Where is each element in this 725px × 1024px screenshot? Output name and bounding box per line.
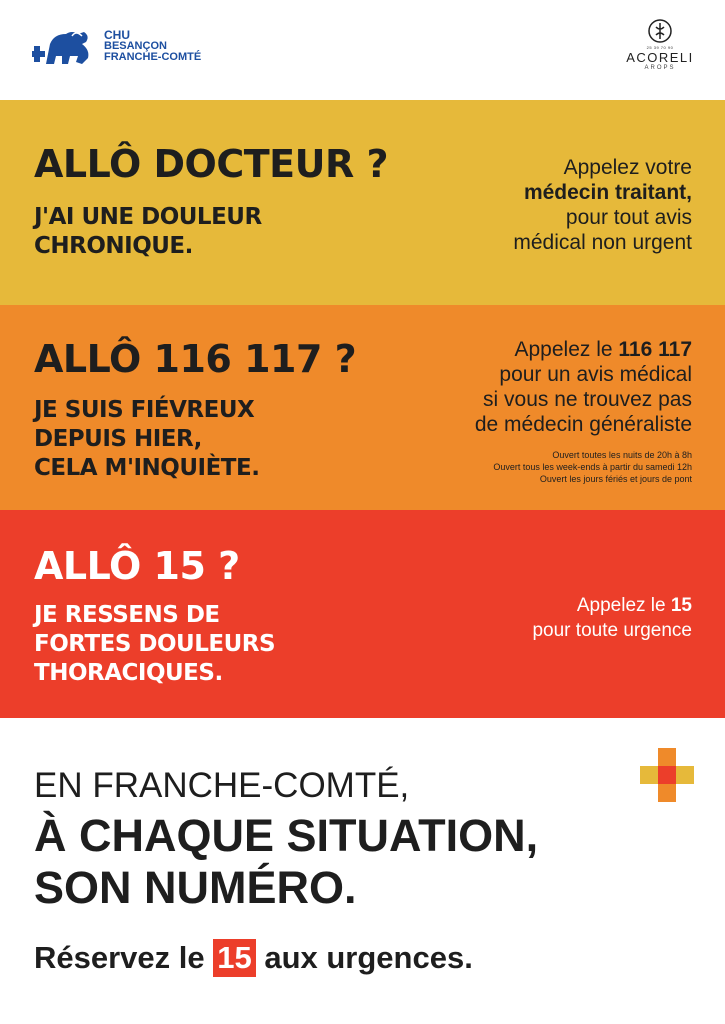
quote-line: THORACIQUES.	[34, 660, 223, 686]
advice-number: 15	[670, 595, 692, 616]
advice-line-call	[475, 337, 692, 362]
quote-line: FORTES DOULEURS	[34, 631, 276, 657]
advice-prefix: Appelez le	[576, 595, 671, 616]
acoreli-phone: 25 39 70 90	[646, 45, 674, 50]
medical-cross-icon	[640, 748, 694, 802]
reserve-number-badge: 15	[213, 939, 255, 977]
hours-line: Ouvert tous les week-ends à partir du samedi 12h	[493, 462, 692, 472]
chu-line-3: FRANCHE-COMTÉ	[104, 51, 202, 63]
footer-headline	[34, 810, 538, 914]
section-quote	[34, 203, 262, 261]
advice-line: Appelez votre	[563, 156, 692, 179]
chu-line-2: BESANÇON	[104, 40, 167, 52]
section-116117	[0, 305, 725, 510]
acoreli-name: ACORELI	[626, 50, 694, 65]
hours-line: Ouvert toutes les nuits de 20h à 8h	[552, 450, 692, 460]
advice-line: de médecin généraliste	[474, 413, 692, 436]
section-advice	[513, 155, 692, 255]
headline-line: À CHAQUE SITUATION,	[34, 810, 539, 861]
quote-line: JE SUIS FIÉVREUX	[34, 397, 255, 423]
footer-reserve	[34, 938, 473, 978]
advice-line: pour tout avis	[565, 206, 692, 229]
advice-line: si vous ne trouvez pas	[483, 388, 692, 411]
section-title: ALLÔ 116 117 ?	[34, 337, 357, 381]
section-advice	[475, 337, 692, 437]
chu-brand-text	[104, 30, 201, 63]
opening-hours	[493, 449, 692, 485]
footer-intro: EN FRANCHE-COMTÉ,	[34, 766, 410, 805]
headline-line: SON NUMÉRO.	[34, 862, 357, 913]
quote-line: CELA M'INQUIÈTE.	[34, 455, 260, 481]
quote-line: J'AI UNE DOULEUR	[34, 204, 262, 230]
chu-lion-logo-icon	[32, 26, 96, 70]
acoreli-sub: AROPS	[644, 65, 676, 71]
acoreli-logo	[612, 18, 708, 71]
section-15	[0, 510, 725, 718]
section-title: ALLÔ DOCTEUR ?	[34, 142, 389, 186]
hours-line: Ouvert les jours fériés et jours de pont	[539, 474, 692, 484]
advice-line: médical non urgent	[513, 231, 692, 254]
section-quote	[34, 396, 259, 483]
section-title: ALLÔ 15 ?	[34, 544, 240, 588]
poster-footer	[0, 718, 725, 1024]
section-quote	[34, 601, 275, 688]
advice-prefix: Appelez le	[514, 338, 619, 361]
advice-line: médecin traitant,	[523, 181, 692, 204]
acoreli-emblem-icon	[647, 18, 673, 44]
quote-line: DEPUIS HIER,	[34, 426, 202, 452]
advice-line: pour toute urgence	[532, 620, 692, 641]
advice-number: 116 117	[618, 338, 692, 361]
advice-line: pour un avis médical	[499, 363, 692, 386]
reserve-prefix: Réservez le	[34, 940, 214, 975]
reserve-suffix: aux urgences.	[255, 940, 473, 975]
poster-header	[0, 0, 725, 100]
quote-line: JE RESSENS DE	[34, 602, 220, 628]
quote-line: CHRONIQUE.	[34, 233, 193, 259]
section-doctor	[0, 100, 725, 305]
chu-line-1: CHU	[104, 28, 130, 42]
advice-line-call	[532, 593, 692, 618]
section-advice	[532, 593, 692, 643]
